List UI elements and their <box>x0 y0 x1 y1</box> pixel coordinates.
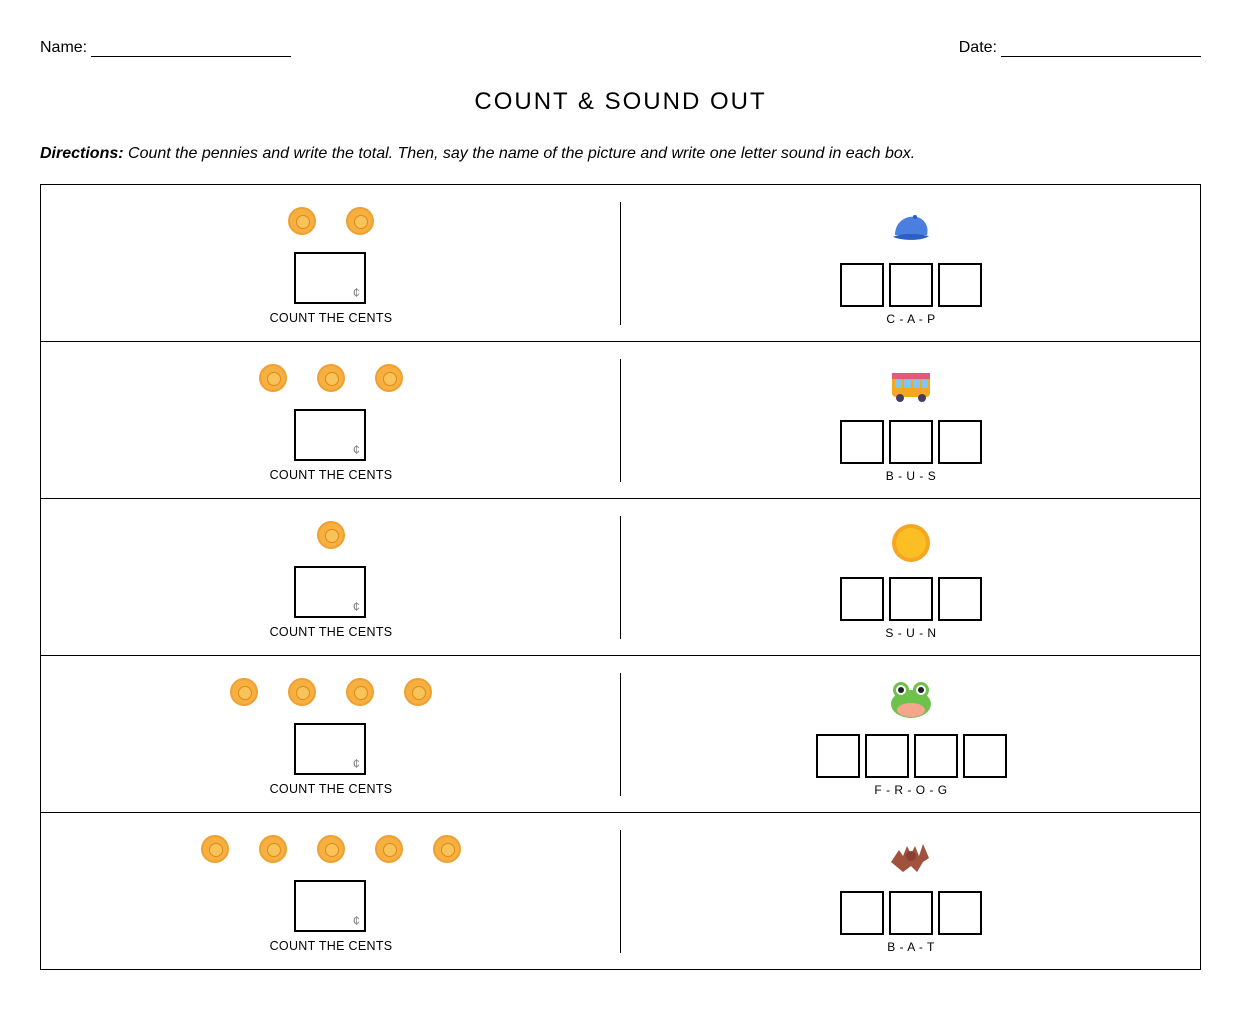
cent-sign: ¢ <box>352 756 360 771</box>
letter-box[interactable] <box>816 734 860 778</box>
worksheet-row <box>41 499 1200 656</box>
penny-icon <box>375 835 403 863</box>
penny-icon <box>433 835 461 863</box>
letter-box-group <box>621 891 1201 935</box>
directions-text: Count the pennies and write the total. Then, say the name of the picture and write one letter sound in each box. <box>123 145 916 162</box>
penny-icon <box>259 364 287 392</box>
sound-out-cell <box>621 813 1201 969</box>
penny-icon <box>317 364 345 392</box>
coin-group <box>41 835 621 863</box>
frog-icon <box>621 678 1201 722</box>
date-line[interactable] <box>1001 42 1201 57</box>
penny-icon <box>288 207 316 235</box>
date-field[interactable] <box>959 39 1201 57</box>
penny-icon <box>230 678 258 706</box>
bat-icon <box>621 835 1201 879</box>
cents-answer-box[interactable] <box>294 723 366 775</box>
count-cents-label: COUNT THE CENTS <box>269 311 393 325</box>
name-field[interactable] <box>40 39 291 57</box>
letter-box-group <box>621 577 1201 621</box>
penny-icon <box>201 835 229 863</box>
cent-sign: ¢ <box>352 599 360 614</box>
count-cents-label: COUNT THE CENTS <box>269 939 393 953</box>
coin-group <box>41 364 621 392</box>
letter-box[interactable] <box>889 420 933 464</box>
penny-icon <box>375 364 403 392</box>
letter-box[interactable] <box>865 734 909 778</box>
penny-icon <box>259 835 287 863</box>
penny-icon <box>288 678 316 706</box>
letter-box[interactable] <box>840 263 884 307</box>
coin-count-cell <box>41 185 621 341</box>
coin-group <box>41 521 621 549</box>
worksheet-table <box>40 184 1201 970</box>
letter-box[interactable] <box>963 734 1007 778</box>
letter-box[interactable] <box>938 263 982 307</box>
directions-label: Directions: <box>40 145 124 162</box>
sound-out-cell <box>621 656 1201 812</box>
directions <box>40 145 1201 163</box>
sound-out-cell <box>621 185 1201 341</box>
letter-box[interactable] <box>840 577 884 621</box>
letter-box[interactable] <box>889 263 933 307</box>
cents-answer-box[interactable] <box>294 409 366 461</box>
coin-group <box>41 207 621 235</box>
letter-box[interactable] <box>840 891 884 935</box>
name-line[interactable] <box>91 42 291 57</box>
coin-count-cell <box>41 342 621 498</box>
header-row <box>40 39 1201 59</box>
worksheet-row <box>41 185 1200 342</box>
worksheet-row <box>41 813 1200 969</box>
penny-icon <box>317 835 345 863</box>
cent-sign: ¢ <box>352 442 360 457</box>
penny-icon <box>317 521 345 549</box>
cents-answer-box[interactable] <box>294 880 366 932</box>
word-label: B - U - S <box>885 469 937 483</box>
count-cents-label: COUNT THE CENTS <box>269 625 393 639</box>
cent-sign: ¢ <box>352 913 360 928</box>
count-cents-label: COUNT THE CENTS <box>269 468 393 482</box>
cents-answer-box[interactable] <box>294 252 366 304</box>
letter-box[interactable] <box>938 891 982 935</box>
coin-group <box>41 678 621 706</box>
letter-box[interactable] <box>938 577 982 621</box>
letter-box[interactable] <box>889 891 933 935</box>
word-label: C - A - P <box>886 312 936 326</box>
coin-count-cell <box>41 813 621 969</box>
coin-count-cell <box>41 499 621 655</box>
letter-box-group <box>621 420 1201 464</box>
cents-answer-box[interactable] <box>294 566 366 618</box>
bus-icon <box>621 364 1201 408</box>
count-cents-label: COUNT THE CENTS <box>269 782 393 796</box>
word-label: F - R - O - G <box>874 783 948 797</box>
letter-box[interactable] <box>889 577 933 621</box>
word-label: B - A - T <box>887 940 935 954</box>
page-title: COUNT & SOUND OUT <box>474 88 767 115</box>
letter-box-group <box>621 734 1201 778</box>
worksheet-row <box>41 342 1200 499</box>
word-label: S - U - N <box>885 626 937 640</box>
name-label: Name: <box>40 39 88 56</box>
letter-box[interactable] <box>840 420 884 464</box>
letter-box-group <box>621 263 1201 307</box>
cent-sign: ¢ <box>352 285 360 300</box>
coin-count-cell <box>41 656 621 812</box>
penny-icon <box>346 678 374 706</box>
date-label: Date: <box>958 39 997 56</box>
letter-box[interactable] <box>914 734 958 778</box>
sun-icon <box>621 521 1201 565</box>
cap-icon <box>621 207 1201 251</box>
penny-icon <box>346 207 374 235</box>
sound-out-cell <box>621 499 1201 655</box>
penny-icon <box>404 678 432 706</box>
sound-out-cell <box>621 342 1201 498</box>
letter-box[interactable] <box>938 420 982 464</box>
worksheet-row <box>41 656 1200 813</box>
